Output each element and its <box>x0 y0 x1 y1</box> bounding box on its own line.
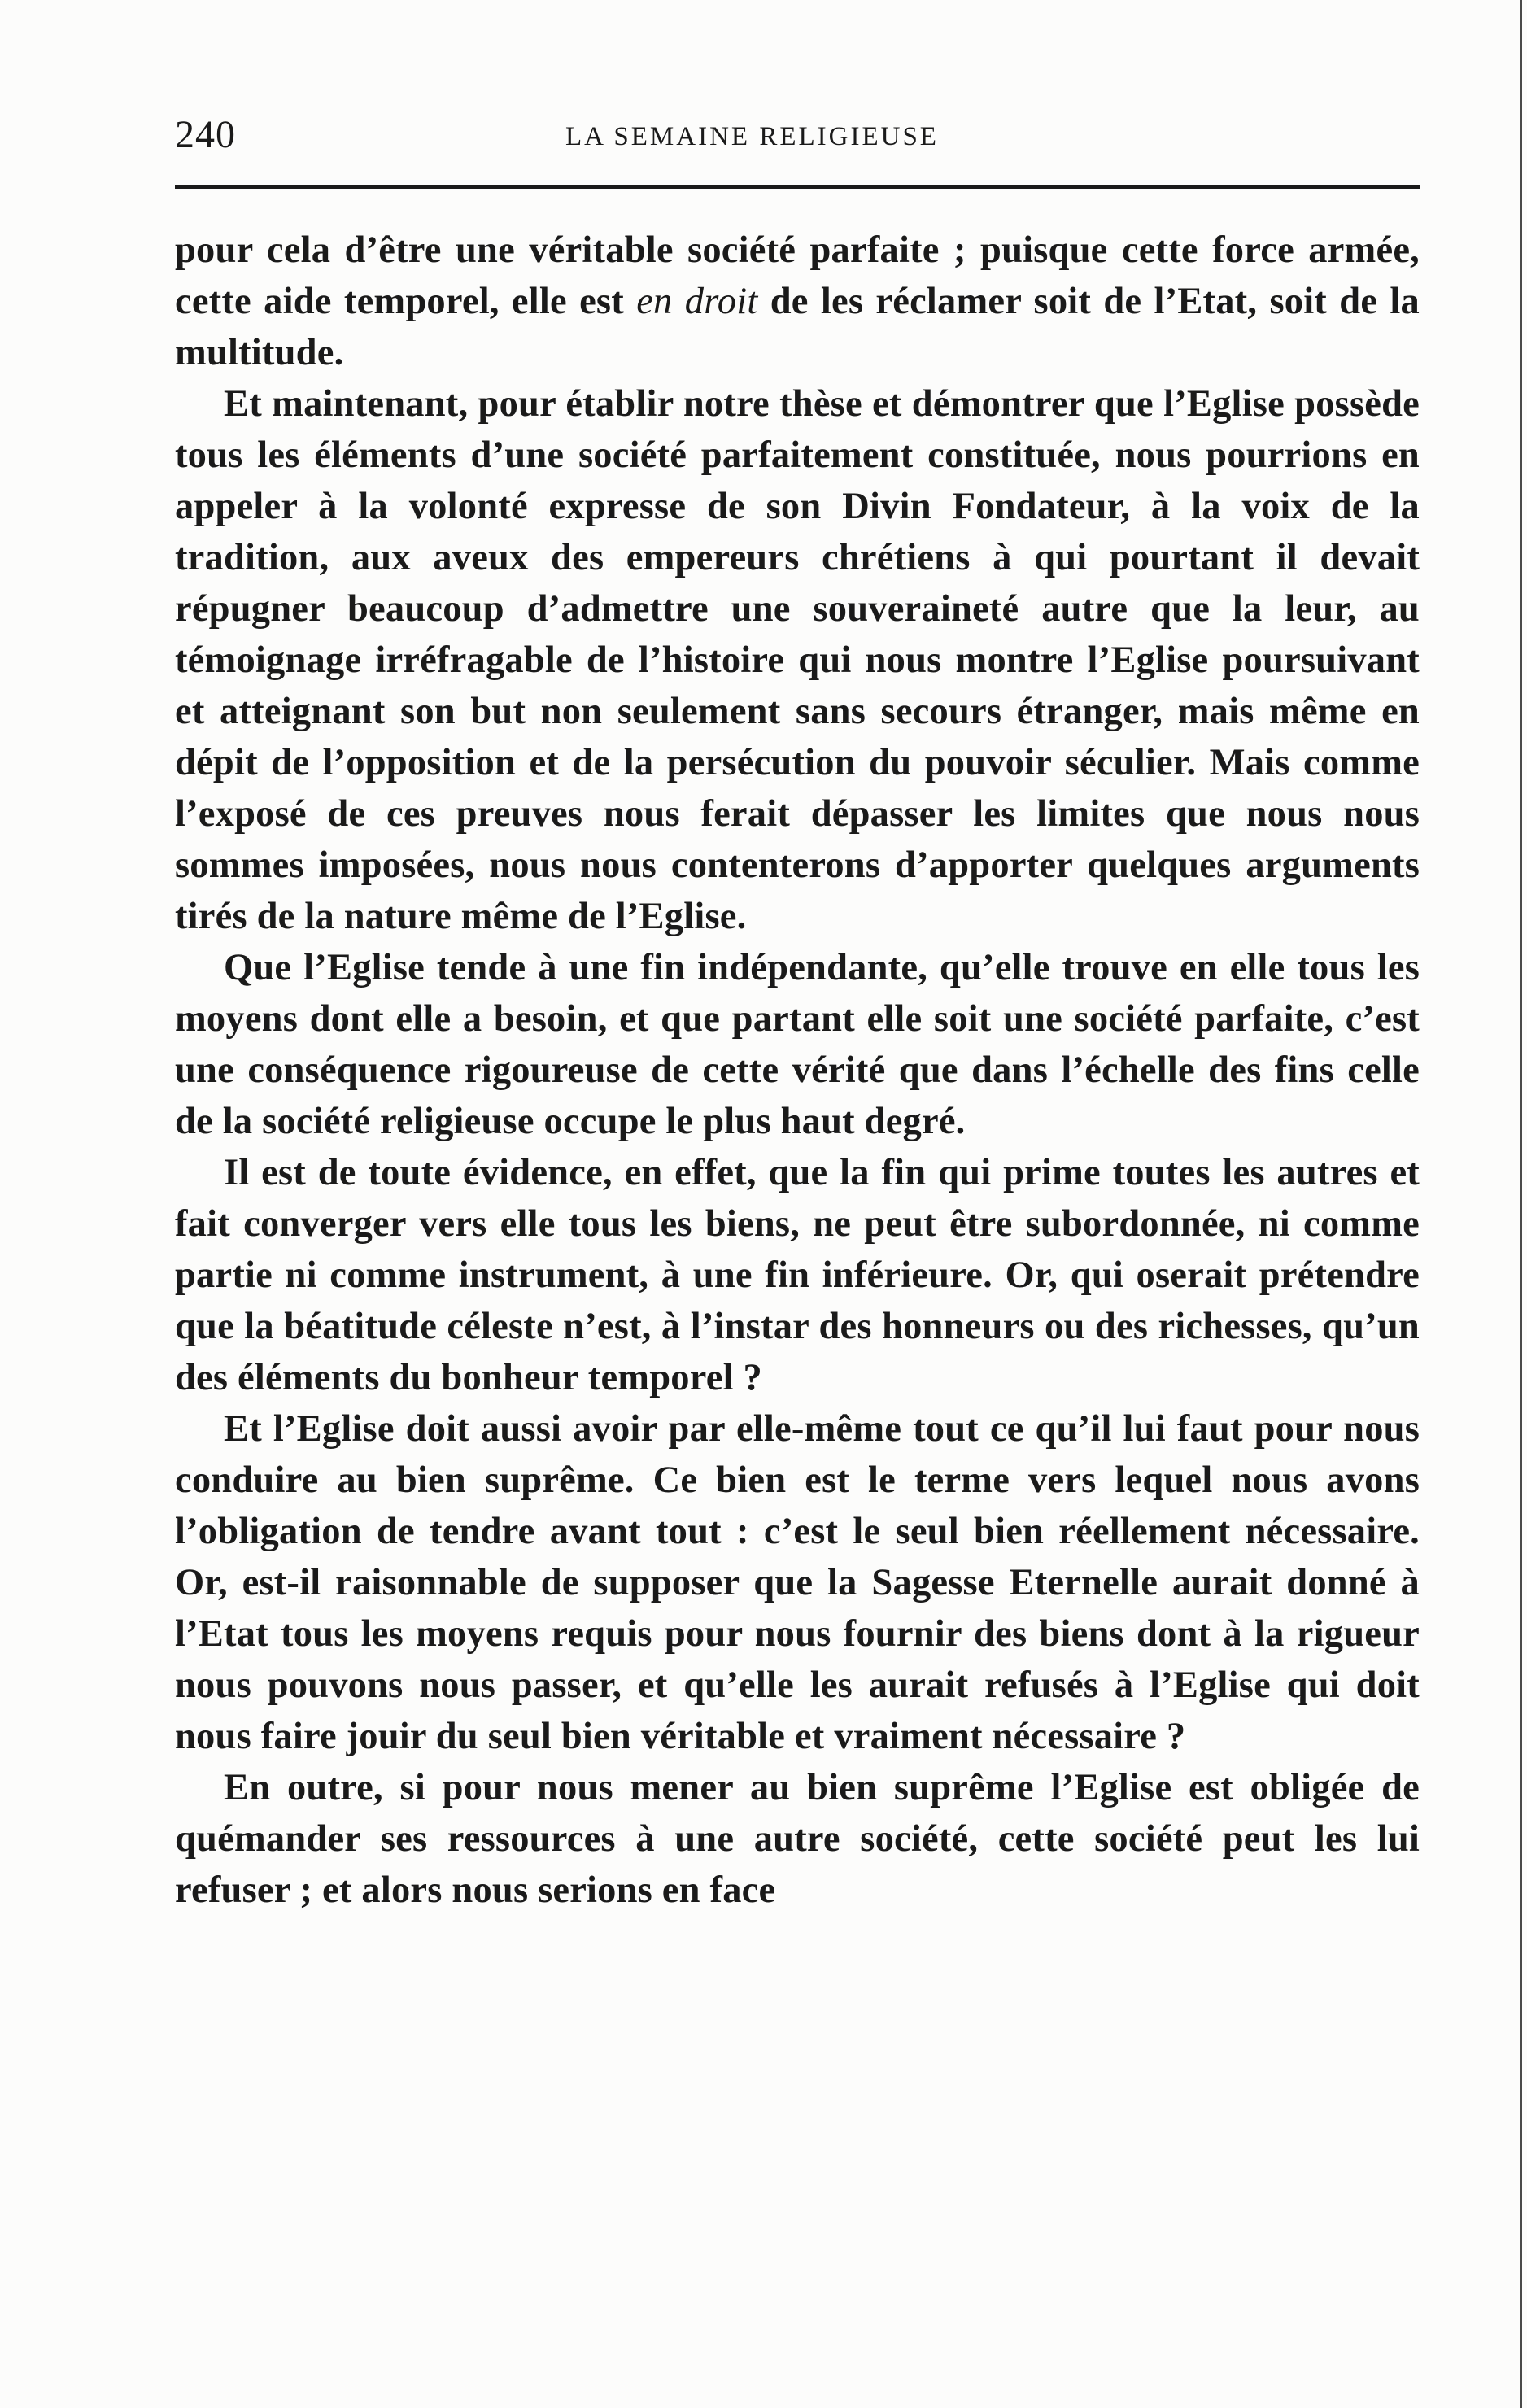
paragraph-continuation <box>175 225 1420 378</box>
header-rule <box>175 185 1420 189</box>
page-number: 240 <box>175 113 236 156</box>
paragraph: Et maintenant, pour établir notre thèse et démontrer que l’Eglise possède tous les éléments d’une société parfaitement constituée, nous pourrions en appeler à la volonté expresse de son Divin Fondateur, à la voix de la tradition, aux aveux des empereurs chrétiens à qui pourtant il devait répugner beaucoup d’admettre une souveraineté autre que la leur, au témoignage irréfragable de l’histoire qui nous montre l’Eglise poursuivant et atteignant son but non seulement sans secours étranger, mais même en dépit de l’opposition et de la persécution du pouvoir séculier. Mais comme l’exposé de ces preuves nous ferait dépasser les limites que nous nous sommes imposées, nous nous contenterons d’apporter quelques arguments tirés de la nature même de l’Eglise. <box>175 383 1420 937</box>
body-text <box>175 225 1420 1916</box>
paragraph-text: de les réclamer soit de l’Etat, soit de la multitude. <box>175 281 1420 373</box>
paragraph: Que l’Eglise tende à une fin indépendante, qu’elle trouve en elle tous les moyens dont elle a besoin, et que partant elle soit une société parfaite, c’est une conséquence rigoureuse de cette vérité que dans l’échelle des fins celle de la société religieuse occupe le plus haut degré. <box>175 947 1420 1142</box>
emphasis-text: en droit <box>636 281 758 322</box>
paragraph: Il est de toute évidence, en effet, que la fin qui prime toutes les autres et fait converger vers elle tous les biens, ne peut être subordonnée, ni comme partie ni comme instrument, à une fin inférieure. Or, qui oserait prétendre que la béatitude céleste n’est, à l’instar des honneurs ou des richesses, qu’un des éléments du bonheur temporel ? <box>175 1152 1420 1398</box>
page-edge-shadow <box>1520 0 1522 2408</box>
paragraph-text: pour cela d’être une véritable société parfaite ; puisque cette force armée, cette aide temporel, elle est <box>175 229 1420 322</box>
paragraph: En outre, si pour nous mener au bien suprême l’Eglise est obligée de quémander ses ressources à une autre société, cette société peut les lui refuser ; et alors nous serions en face <box>175 1767 1420 1911</box>
paragraph: Et l’Eglise doit aussi avoir par elle-même tout ce qu’il lui faut pour nous conduire au bien suprême. Ce bien est le terme vers lequel nous avons l’obligation de tendre avant tout : c’est le seul bien réellement nécessaire. Or, est-il raisonnable de supposer que la Sagesse Eternelle aurait donné à l’Etat tous les moyens requis pour nous fournir des biens dont à la rigueur nous pouvons nous passer, et qu’elle les aurait refusés à l’Eglise qui doit nous faire jouir du seul bien véritable et vraiment nécessaire ? <box>175 1408 1420 1757</box>
running-title: LA SEMAINE RELIGIEUSE <box>565 122 939 151</box>
page-header <box>175 104 1420 169</box>
